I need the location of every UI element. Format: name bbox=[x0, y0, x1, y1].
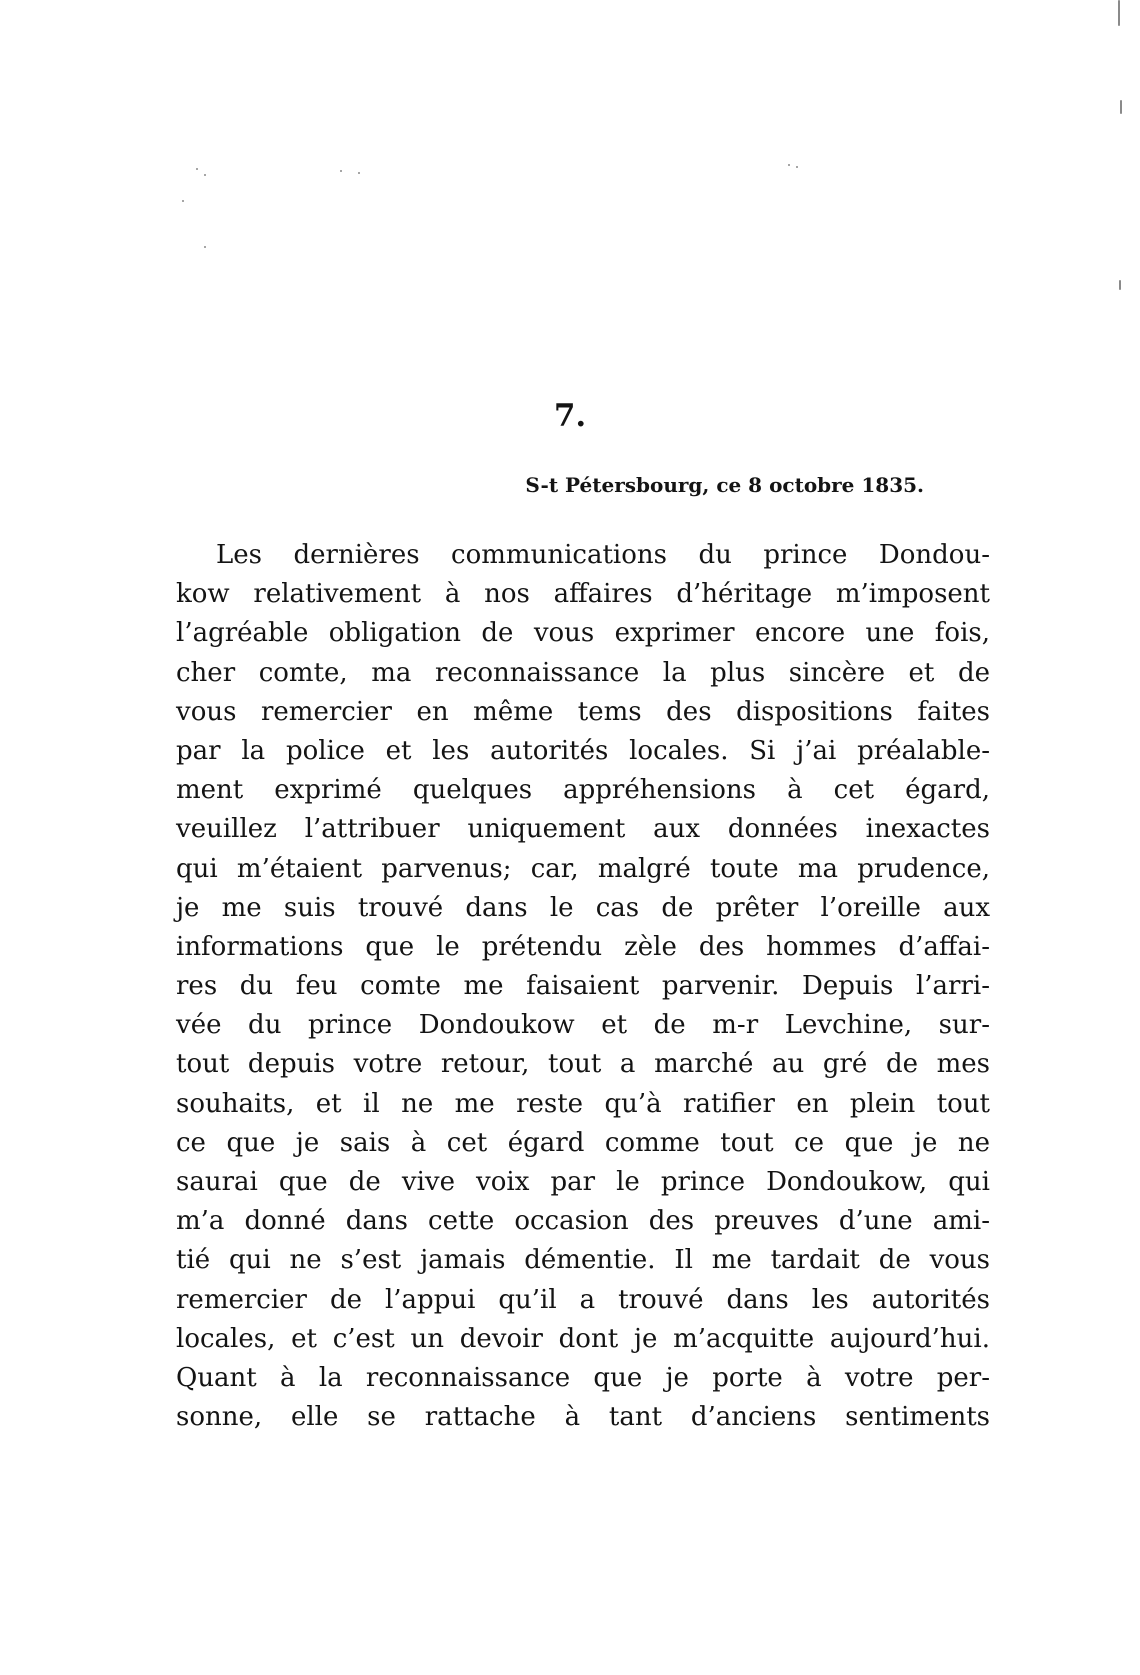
text-line: locales, et c’est un devoir dont je m’acquitte aujourd’hui. bbox=[176, 1323, 990, 1354]
scan-speck bbox=[182, 200, 184, 202]
text-line: informations que le prétendu zèle des hommes d’affai- bbox=[176, 931, 990, 962]
text-line: cher comte, ma reconnaissance la plus sincère et de bbox=[176, 657, 990, 688]
text-line: je me suis trouvé dans le cas de prêter l’oreille aux bbox=[176, 892, 990, 923]
scan-speck bbox=[1120, 100, 1122, 114]
text-line: ce que je sais à cet égard comme tout ce que je ne bbox=[176, 1127, 990, 1158]
scan-speck bbox=[204, 246, 206, 248]
text-line: kow relativement à nos affaires d’héritage m’imposent bbox=[176, 579, 990, 610]
text-line: l’agréable obligation de vous exprimer encore une fois, bbox=[176, 618, 990, 649]
text-line: par la police et les autorités locales. Si j’ai préalable- bbox=[176, 735, 990, 766]
text-line: ment exprimé quelques appréhensions à cet égard, bbox=[176, 775, 990, 806]
text-line: tout depuis votre retour, tout a marché au gré de mes bbox=[176, 1049, 990, 1080]
text-line: m’a donné dans cette occasion des preuves d’une ami- bbox=[176, 1206, 990, 1237]
text-line: Les dernières communications du prince Dondou- bbox=[216, 540, 990, 570]
text-line: sonne, elle se rattache à tant d’anciens sentiments bbox=[176, 1402, 990, 1433]
scan-speck bbox=[796, 166, 798, 168]
letter-number: 7. bbox=[553, 398, 587, 434]
scan-speck bbox=[204, 174, 206, 176]
dateline: S-t Pétersbourg, ce 8 octobre 1835. bbox=[525, 473, 924, 497]
scan-speck bbox=[196, 168, 198, 170]
scan-speck bbox=[1118, 0, 1120, 26]
text-line: remercier de l’appui qu’il a trouvé dans les autorités bbox=[176, 1284, 990, 1315]
letter-body bbox=[176, 536, 990, 1437]
text-line: souhaits, et il ne me reste qu’à ratifier en plein tout bbox=[176, 1088, 990, 1119]
text-line: vée du prince Dondoukow et de m-r Levchine, sur- bbox=[176, 1010, 990, 1041]
text-line: Quant à la reconnaissance que je porte à votre per- bbox=[176, 1362, 990, 1393]
text-line: veuillez l’attribuer uniquement aux données inexactes bbox=[176, 814, 990, 845]
text-line: saurai que de vive voix par le prince Dondoukow, qui bbox=[176, 1167, 990, 1197]
scan-speck bbox=[788, 164, 790, 166]
scan-speck bbox=[340, 170, 342, 172]
scan-speck bbox=[1119, 280, 1121, 290]
text-line: vous remercier en même tems des dispositions faites bbox=[176, 696, 990, 727]
text-line: tié qui ne s’est jamais démentie. Il me tardait de vous bbox=[176, 1245, 990, 1276]
text-line: qui m’étaient parvenus; car, malgré toute ma prudence, bbox=[176, 853, 990, 884]
text-line: res du feu comte me faisaient parvenir. Depuis l’arri- bbox=[176, 971, 990, 1002]
scan-speck bbox=[358, 172, 360, 174]
